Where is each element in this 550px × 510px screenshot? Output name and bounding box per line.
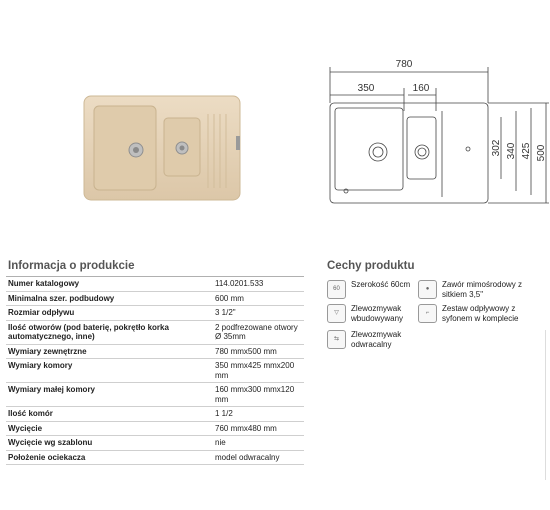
spec-row <box>6 277 304 292</box>
spec-key: Rozmiar odpływu <box>6 306 213 321</box>
spec-value: model odwracalny <box>213 450 304 465</box>
product-info-title: Informacja o produkcie <box>8 260 135 272</box>
spec-value: 780 mmx500 mm <box>213 344 304 359</box>
page-edge-line <box>545 330 546 480</box>
dim-500: 500 <box>536 144 547 162</box>
spec-value: 1 1/2 <box>213 407 304 422</box>
dim-350: 350 <box>357 83 375 94</box>
dim-340: 340 <box>506 142 517 160</box>
spec-value: 160 mmx300 mmx120 mm <box>213 383 304 407</box>
spec-key: Wymiary małej komory <box>6 383 213 407</box>
product-spec-table <box>6 276 304 465</box>
spec-row <box>6 407 304 422</box>
spec-row <box>6 421 304 436</box>
spec-key: Minimalna szer. podbudowy <box>6 291 213 306</box>
feature-width: 60 Szerokość 60cm <box>327 280 413 299</box>
spec-key: Wycięcie <box>6 421 213 436</box>
built-in-sink-icon: ▽ <box>327 304 346 323</box>
spec-key: Wycięcie wg szablonu <box>6 436 213 451</box>
feature-reversible: ⇆ Zlewozmywak odwracalny <box>327 330 417 349</box>
spec-value: 760 mmx480 mm <box>213 421 304 436</box>
dim-780: 780 <box>395 59 413 70</box>
reversible-sink-icon: ⇆ <box>327 330 346 349</box>
spec-row <box>6 306 304 321</box>
spec-row <box>6 359 304 383</box>
dim-302: 302 <box>491 139 502 157</box>
product-features-title: Cechy produktu <box>327 260 415 272</box>
spec-key: Wymiary komory <box>6 359 213 383</box>
sink-product-image <box>78 92 248 207</box>
dim-425: 425 <box>521 142 532 160</box>
spec-row <box>6 450 304 465</box>
spec-key: Położenie ociekacza <box>6 450 213 465</box>
feature-siphon: ⌐ Zestaw odpływowy z syfonem w komplecie <box>418 304 544 323</box>
spec-key: Wymiary zewnętrzne <box>6 344 213 359</box>
spec-row <box>6 436 304 451</box>
technical-drawing <box>318 55 550 215</box>
feature-valve: ● Zawór mimośrodowy z sitkiem 3,5" <box>418 280 544 299</box>
spec-row <box>6 320 304 344</box>
large-bowl <box>94 106 156 190</box>
width-60-icon: 60 <box>327 280 346 299</box>
spec-value: nie <box>213 436 304 451</box>
spec-row <box>6 383 304 407</box>
spec-value: 2 podfrezowane otwory Ø 35mm <box>213 320 304 344</box>
spec-row <box>6 344 304 359</box>
spec-row <box>6 291 304 306</box>
spec-value: 350 mmx425 mmx200 mm <box>213 359 304 383</box>
siphon-icon: ⌐ <box>418 304 437 323</box>
spec-key: Numer katalogowy <box>6 277 213 292</box>
spec-key: Ilość komór <box>6 407 213 422</box>
spec-value: 114.0201.533 <box>213 277 304 292</box>
eccentric-valve-icon: ● <box>418 280 437 299</box>
feature-built-in: ▽ Zlewozmywak wbudowywany <box>327 304 413 323</box>
dim-160: 160 <box>412 83 430 94</box>
spec-value: 600 mm <box>213 291 304 306</box>
spec-key: Ilość otworów (pod baterię, pokrętło korka automatycznego, inne) <box>6 320 213 344</box>
spec-value: 3 1/2" <box>213 306 304 321</box>
